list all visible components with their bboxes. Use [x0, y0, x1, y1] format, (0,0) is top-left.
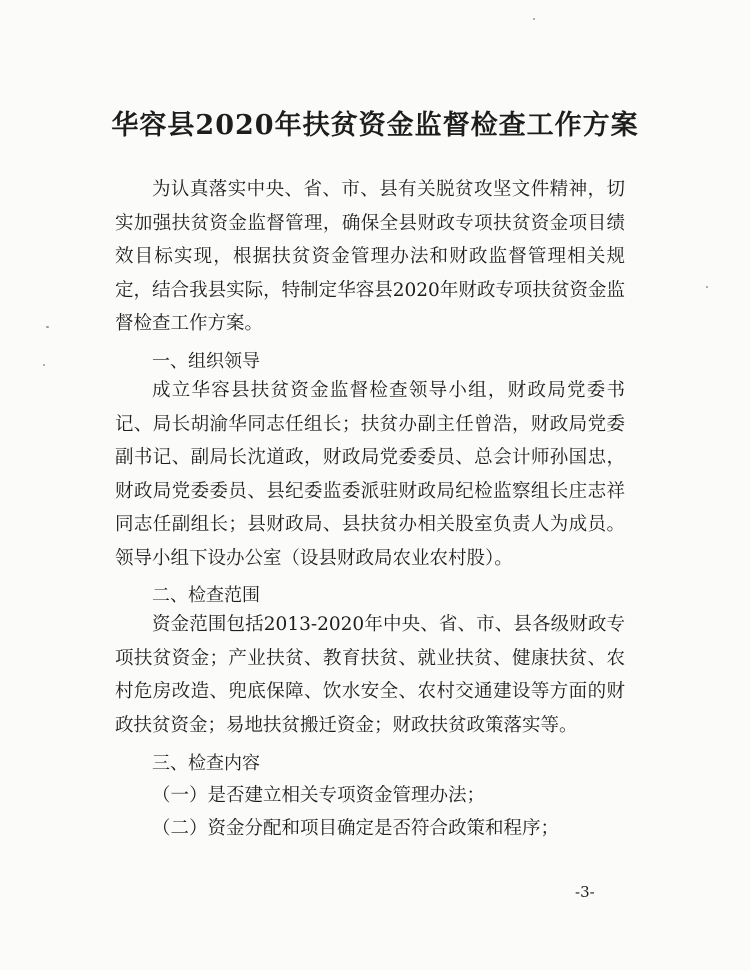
content-item-2: （二）资金分配和项目确定是否符合政策和程序； — [152, 818, 560, 839]
scan-speck — [43, 364, 45, 366]
document-title: 华容县2020年扶贫资金监督检查工作方案 — [111, 110, 639, 141]
section-heading-scope: 二、检查范围 — [152, 585, 260, 606]
content-item-1: （一）是否建立相关专项资金管理办法； — [152, 785, 486, 806]
organization-paragraph: 成立华容县扶贫资金监督检查领导小组，财政局党委书记、局长胡渝华同志任组长；扶贫办副主任曾浩，财政局党委副书记、副局长沈道政，财政局党委委员、总会计师孙国忠，财政局党委委员、县纪委监委派驻财政局纪检监察组长庄志祥同志任副组长；县财政局、县扶贫办相关股室负责人为成员。领导小组下设办公室（设县财政局农业农村股）。 — [115, 380, 625, 569]
scan-speck — [533, 18, 535, 20]
section-heading-content: 三、检查内容 — [152, 753, 260, 774]
section-heading-organization: 一、组织领导 — [152, 351, 260, 372]
page-number: -3- — [575, 883, 595, 901]
scope-paragraph: 资金范围包括2013-2020年中央、省、市、县各级财政专项扶贫资金；产业扶贫、教育扶贫、就业扶贫、健康扶贫、农村危房改造、兜底保障、饮水安全、农村交通建设等方面的财政扶贫资金；易地扶贫搬迁资金；财政扶贫政策落实等。 — [115, 614, 625, 736]
scan-speck — [46, 326, 49, 328]
scan-speck — [706, 286, 708, 288]
intro-paragraph: 为认真落实中央、省、市、县有关脱贫攻坚文件精神，切实加强扶贫资金监督管理，确保全县财政专项扶贫资金项目绩效目标实现，根据扶贫资金管理办法和财政监督管理相关规定，结合我县实际，特制定华容县2020年财政专项扶贫资金监督检查工作方案。 — [115, 179, 625, 334]
